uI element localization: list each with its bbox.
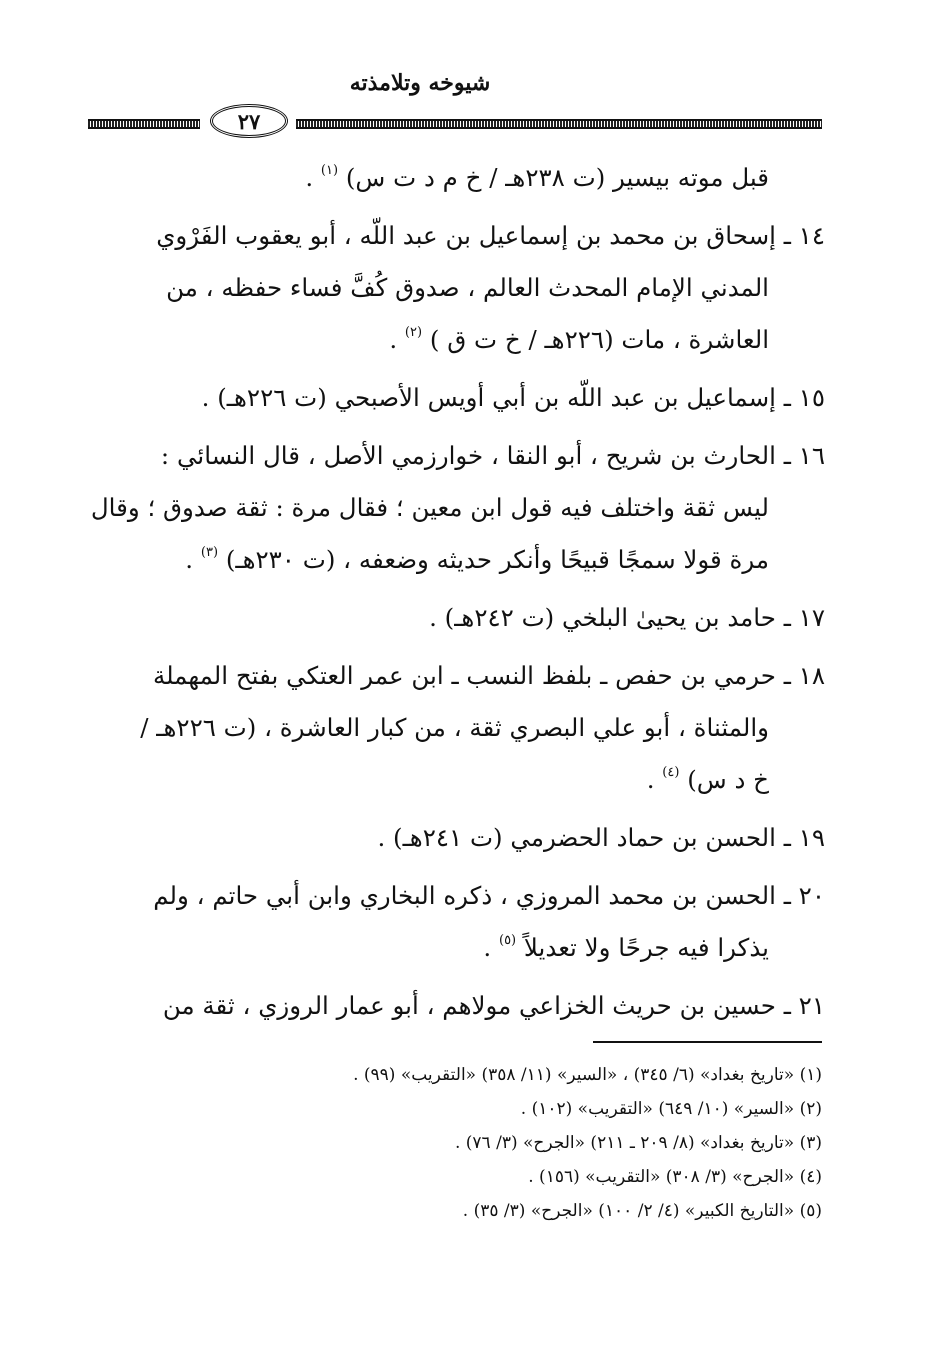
page-number: ٢٧ <box>210 104 288 138</box>
footnote-ref-4[interactable]: (٤) <box>662 765 680 780</box>
footnote-4: (٤) «الجرح» (٣/ ٣٠٨) «التقريب» (١٥٦) . <box>528 1167 822 1187</box>
entry-20: ٢٠ ـ الحسن بن محمد المروزي ، ذكره البخاري وابن أبي حاتم ، ولم يذكرا فيه جرحًا ولا تعديلاً $^{(٥)}$ . <box>153 881 825 962</box>
footnote-ref-3[interactable]: (٣) <box>200 545 219 560</box>
footnote-separator <box>593 1041 822 1043</box>
entry-21: ٢١ ـ حسين بن حريث الخزاعي مولاهم ، أبو عمار الروزي ، ثقة من <box>162 991 825 1020</box>
footnotes <box>200 1058 822 1228</box>
footnote-3: (٣) «تاريخ بغداد» (٨/ ٢٠٩ ـ ٢١١) «الجرح» (٣/ ٧٦) . <box>454 1133 822 1153</box>
footnote-2: (٢) «السير» (١٠/ ٦٤٩) «التقريب» (١٠٢) . <box>520 1099 822 1119</box>
entry-15: ١٥ ـ إسماعيل بن عبد اللّه بن أبي أويس الأصبحي (ت ٢٢٦هـ) . <box>201 383 825 412</box>
header-rule-left <box>88 119 200 129</box>
header-rule-right <box>296 119 822 129</box>
entry-16: ١٦ ـ الحارث بن شريح ، أبو النقا ، خوارزمي الأصل ، قال النسائي : ليس ثقة واختلف فيه قول ابن معين ؛ فقال مرة : ثقة صدوق ؛ وقال مرة قولا سمجًا قبيحًا وأنكر حديثه وضعفه ، (ت ٢٣٠هـ) $^{(٣)}$ . <box>90 441 825 574</box>
entry-19: ١٩ ـ الحسن بن حماد الحضرمي (ت ٢٤١هـ) . <box>377 823 825 852</box>
footnote-ref-5[interactable]: (٥) <box>498 933 517 948</box>
footnote-1: (١) «تاريخ بغداد» (٦/ ٣٤٥) ، «السير» (١١/ ٣٥٨) «التقريب» (٩٩) . <box>353 1065 822 1085</box>
entry-14: ١٤ ـ إسحاق بن محمد بن إسماعيل بن عبد اللّه ، أبو يعقوب الفَرْوي المدني الإمام المحدث العالم ، صدوق كُفَّ فساء حفظه ، من العاشرة ، مات (٢٢٦هـ / خ ت ق ) $^{(٢)}$ . <box>156 221 825 354</box>
running-header-title: شيوخه وتلامذته <box>349 70 491 96</box>
entry-17: ١٧ ـ حامد بن يحيىٰ البلخي (ت ٢٤٢هـ) . <box>429 603 825 632</box>
main-text <box>90 152 825 1038</box>
entry-18: ١٨ ـ حرمي بن حفص ـ بلفظ النسب ـ ابن عمر العتكي بفتح المهملة والمثناة ، أبو علي البصري ثقة ، من كبار العاشرة ، (ت ٢٢٦هـ / خ د س) $^{(٤)}$ . <box>140 661 825 794</box>
entry-13-continuation: قبل موته بيسير (ت ٢٣٨هـ / خ م د ت س) $^{(١)}$ . <box>305 163 769 192</box>
footnote-ref-2[interactable]: (٢) <box>404 325 423 340</box>
footnote-5: (٥) «التاريخ الكبير» (٤/ ٢/ ١٠٠) «الجرح» (٣/ ٣٥) . <box>462 1201 822 1221</box>
footnote-ref-1[interactable]: (١) <box>320 163 339 178</box>
